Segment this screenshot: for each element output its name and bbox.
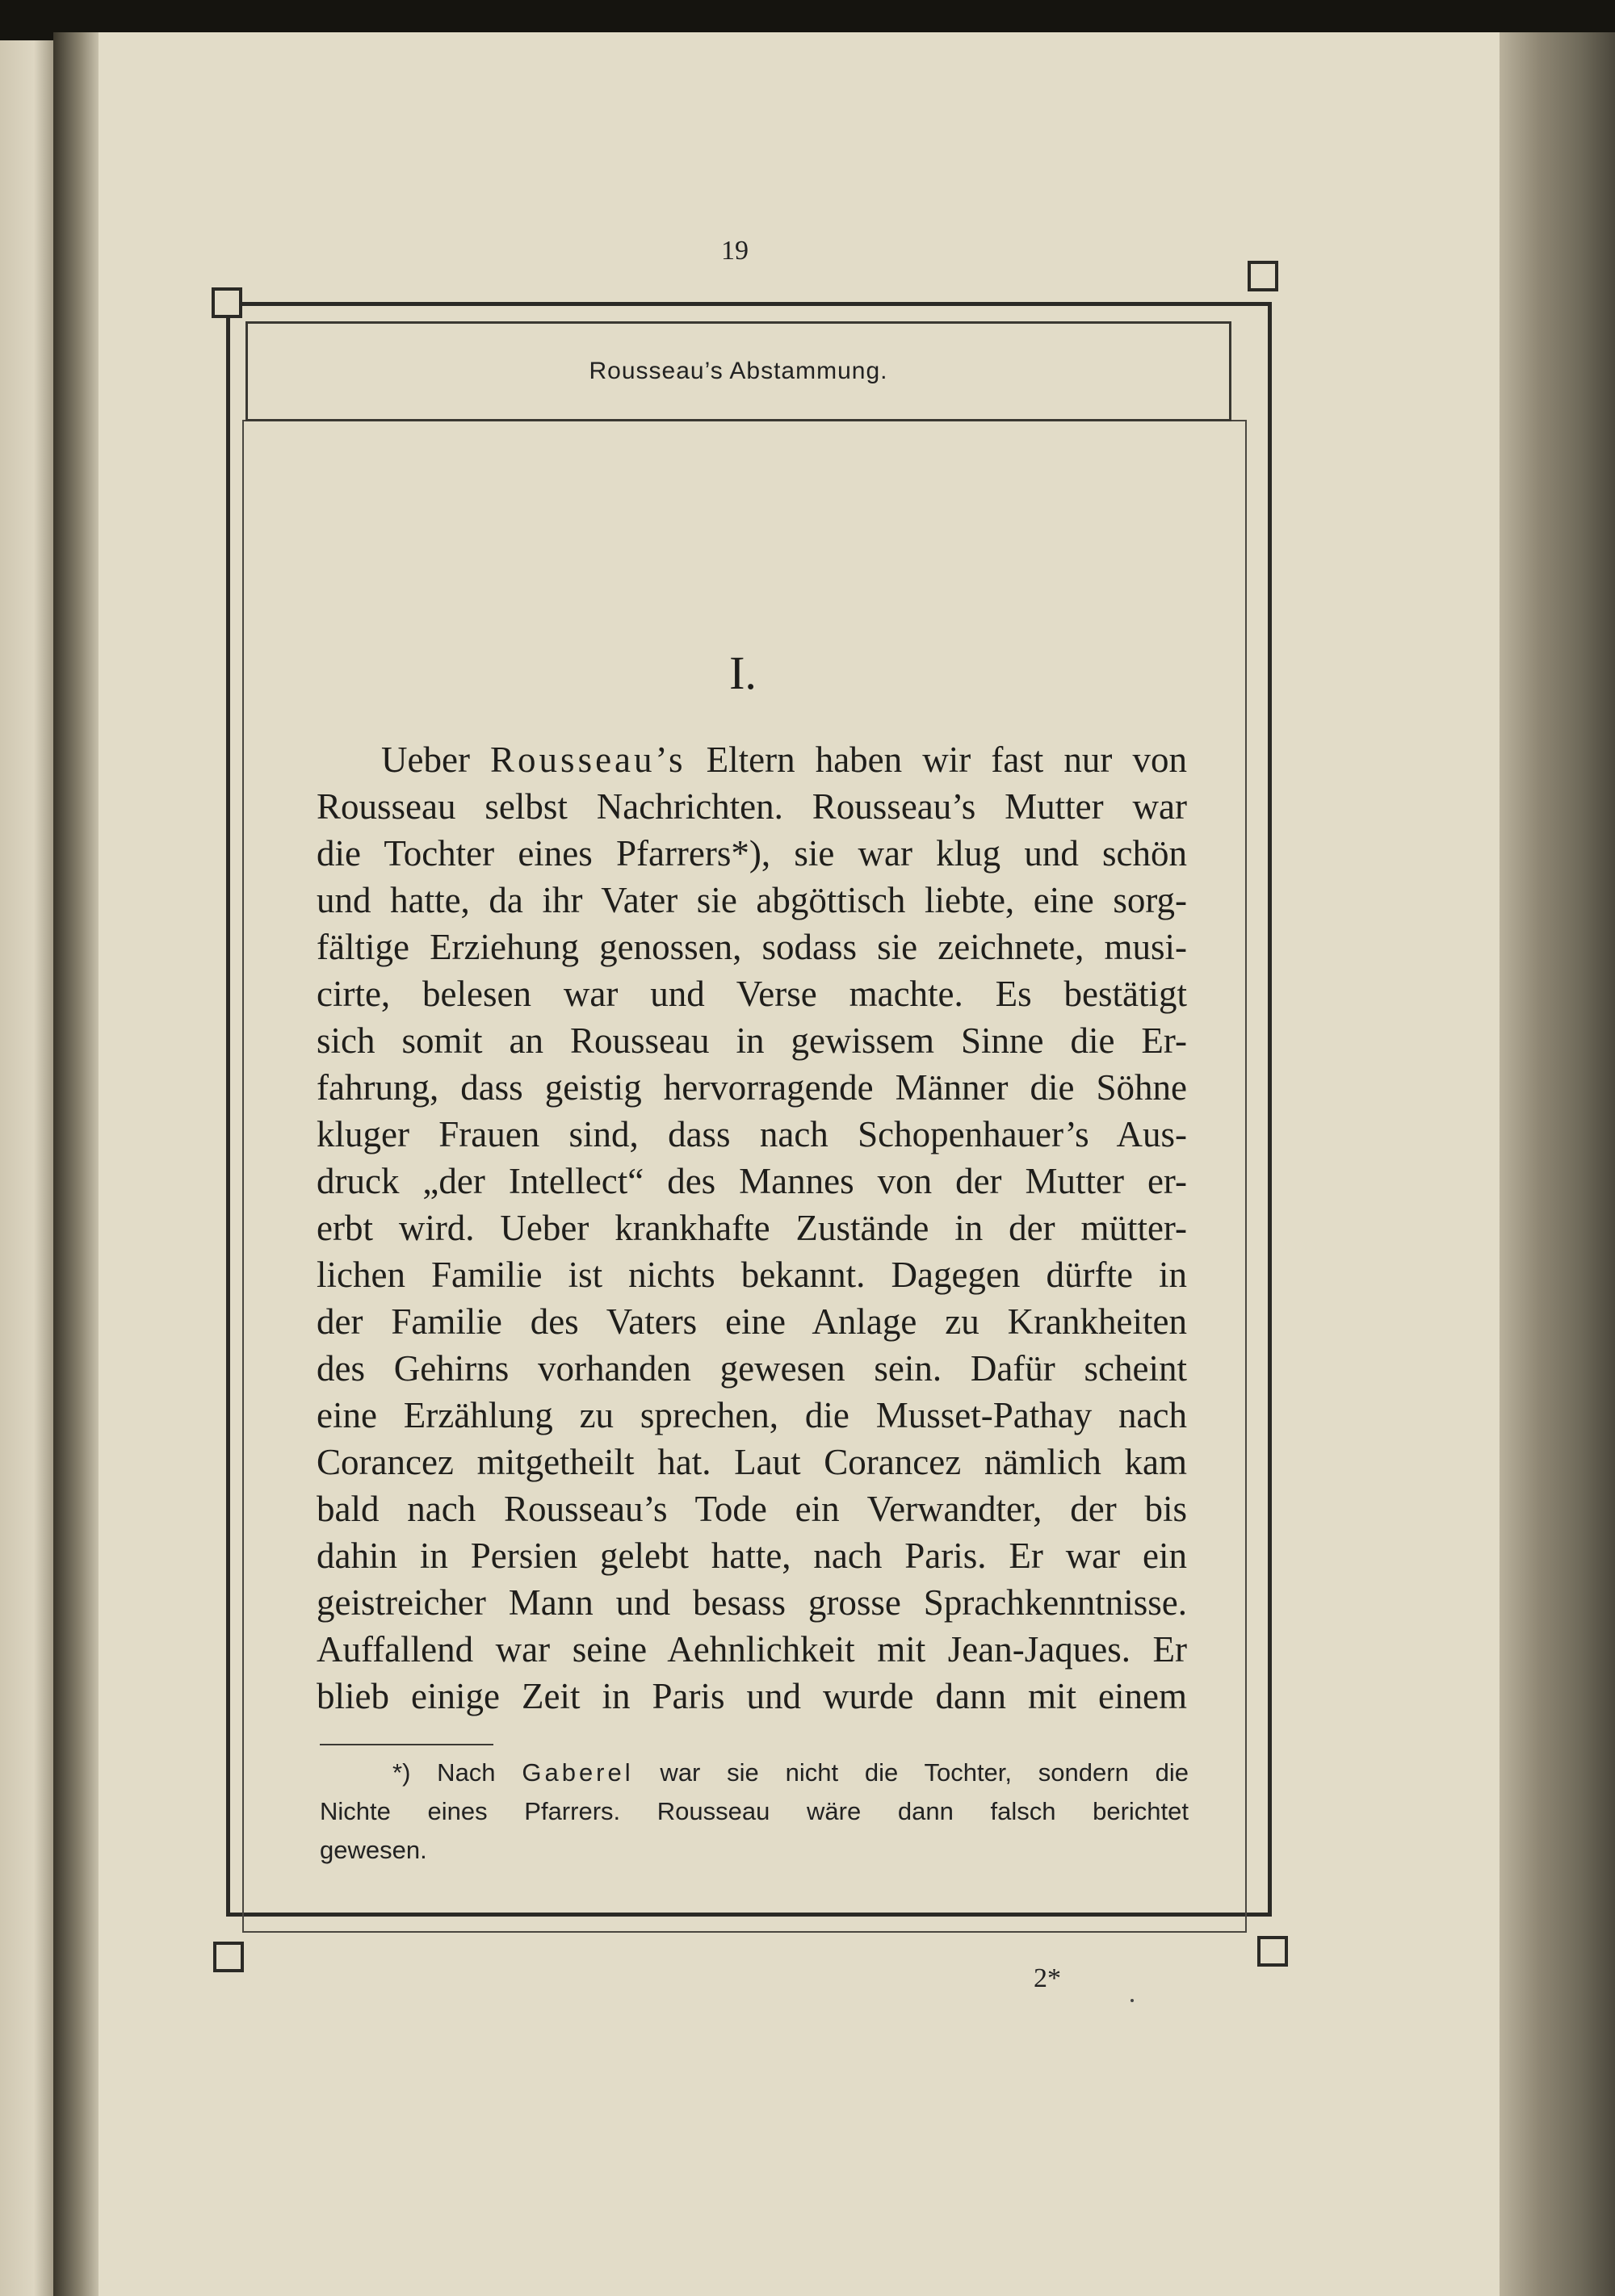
ink-speck [1130, 1999, 1134, 2002]
page-number: 19 [721, 236, 749, 266]
body-line: Ueber Rousseau’s Eltern haben wir fast nur von [381, 739, 1188, 780]
body-line: eine Erzählung zu sprechen, die Musset-Pathay nach [317, 1395, 1187, 1435]
frame-corner-top-left [212, 287, 242, 318]
footnote-rule [320, 1744, 493, 1745]
book-cover-edge [1500, 32, 1615, 2296]
body-line: cirte, belesen war und Verse machte. Es bestätigt [317, 974, 1187, 1014]
book-gutter [53, 32, 103, 2296]
footnote [320, 1753, 1189, 1870]
running-head-box [245, 321, 1231, 421]
footnote-line: Nichte eines Pfarrers. Rousseau wäre dann falsch berichtet [320, 1797, 1189, 1825]
body-line: die Tochter eines Pfarrers*), sie war klug und schön [317, 833, 1187, 874]
footnote-line: gewesen. [320, 1836, 427, 1864]
body-line: kluger Frauen sind, dass nach Schopenhauer’s Aus- [317, 1114, 1187, 1154]
body-line: der Familie des Vaters eine Anlage zu Krankheiten [317, 1301, 1187, 1342]
body-text [317, 736, 1187, 1720]
body-line: fahrung, dass geistig hervorragende Männer die Söhne [317, 1067, 1187, 1108]
body-line: druck „der Intellect“ des Mannes von der Mutter er- [317, 1161, 1187, 1201]
body-line: erbt wird. Ueber krankhafte Zustände in der mütter- [317, 1208, 1187, 1248]
body-line: bald nach Rousseau’s Tode ein Verwandter, der bis [317, 1489, 1187, 1529]
body-line: und hatte, da ihr Vater sie abgöttisch liebte, eine sorg- [317, 880, 1187, 920]
frame-corner-bottom-right [1257, 1936, 1288, 1967]
footnote-line: *) Nach Gaberel war sie nicht die Tochter, sondern die [392, 1758, 1189, 1787]
body-line: Rousseau selbst Nachrichten. Rousseau’s Mutter war [317, 786, 1187, 827]
body-line: des Gehirns vorhanden gewesen sein. Dafür scheint [317, 1348, 1187, 1389]
facing-page-edge [0, 40, 57, 2296]
signature-mark: 2* [1034, 1963, 1061, 1993]
body-line: Auffallend war seine Aehnlichkeit mit Jean-Jaques. Er [317, 1629, 1187, 1670]
chapter-numeral: I. [729, 647, 757, 699]
body-line: sich somit an Rousseau in gewissem Sinne die Er- [317, 1020, 1187, 1061]
running-head: Rousseau’s Abstammung. [589, 358, 888, 384]
body-line: Corancez mitgetheilt hat. Laut Corancez nämlich kam [317, 1442, 1187, 1482]
body-line: geistreicher Mann und besass grosse Sprachkenntnisse. [317, 1582, 1187, 1623]
frame-corner-top-right [1248, 261, 1278, 291]
body-line: blieb einige Zeit in Paris und wurde dann mit einem [317, 1676, 1187, 1716]
body-line: lichen Familie ist nichts bekannt. Dagegen dürfte in [317, 1255, 1187, 1295]
frame-corner-bottom-left [213, 1942, 244, 1972]
body-line: fältige Erziehung genossen, sodass sie zeichnete, musi- [317, 927, 1187, 967]
body-line: dahin in Persien gelebt hatte, nach Paris. Er war ein [317, 1536, 1187, 1576]
